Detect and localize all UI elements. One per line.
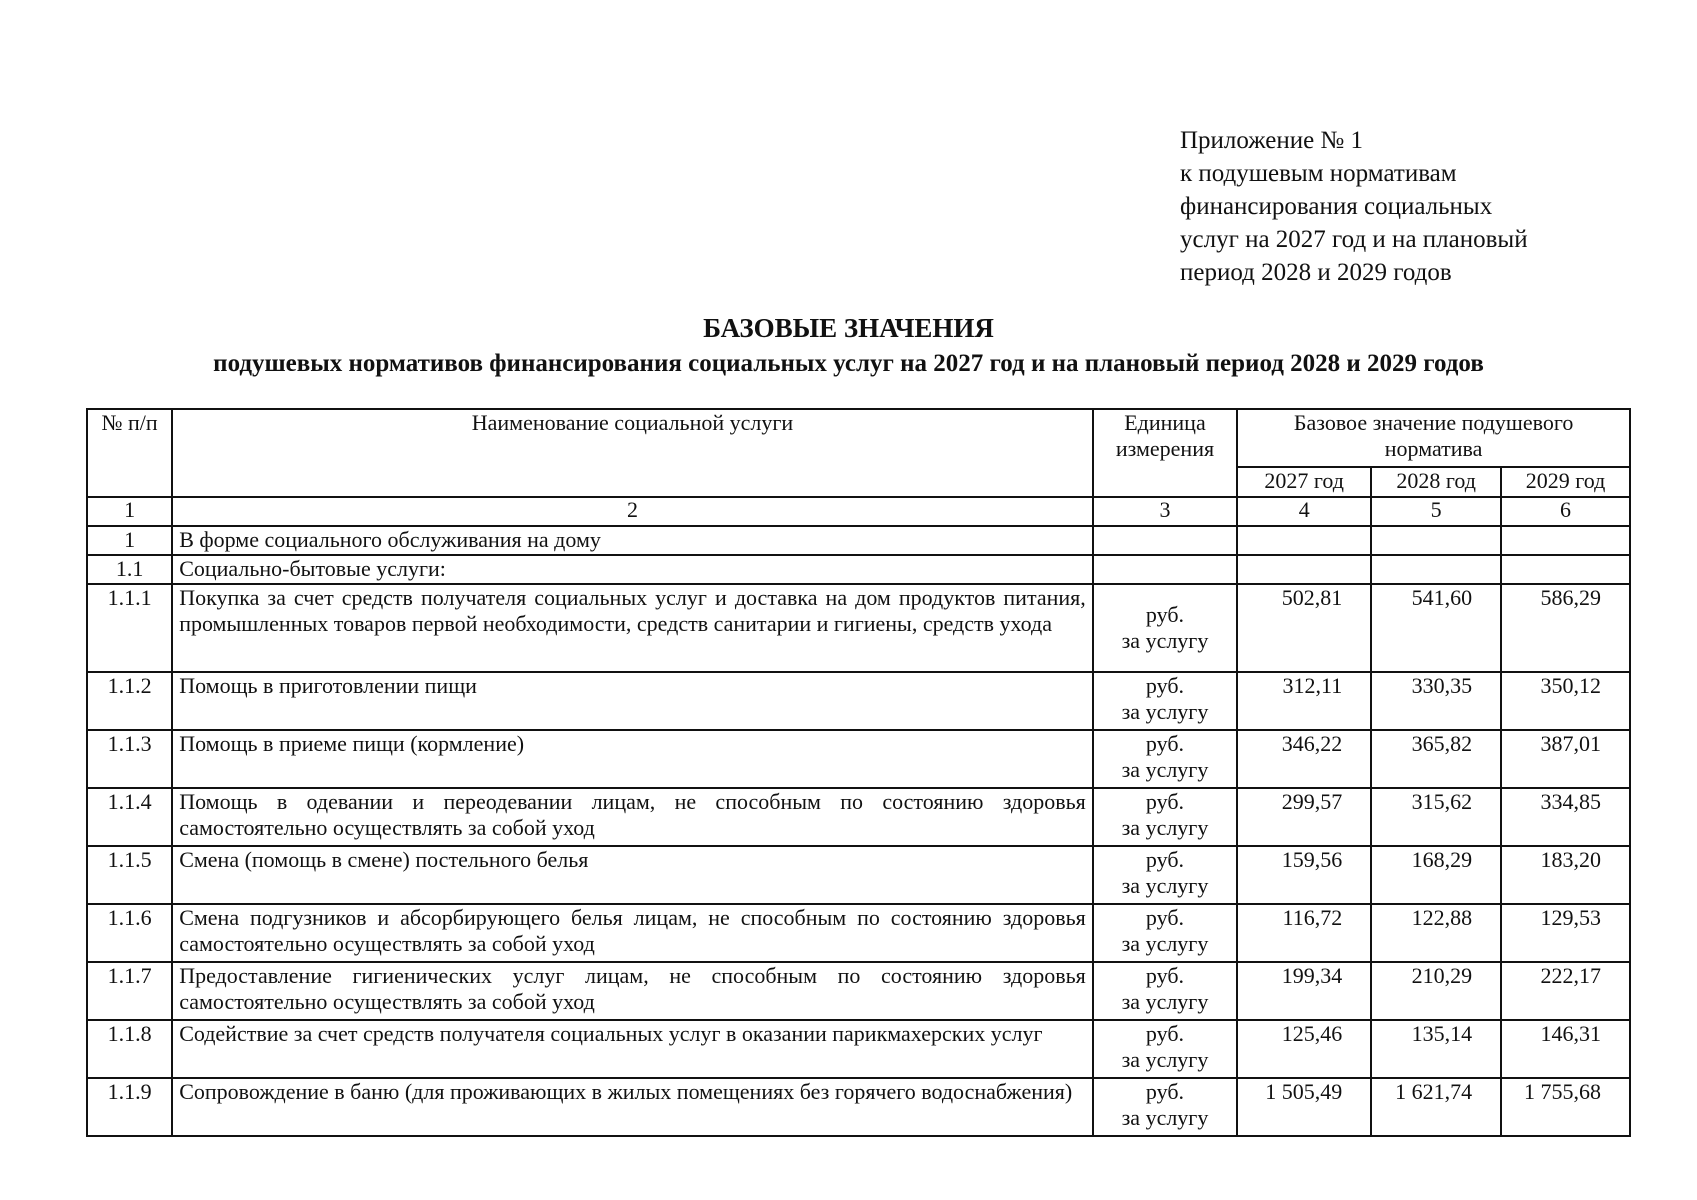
row-value-2027 — [1237, 555, 1371, 584]
table-row — [87, 584, 1630, 672]
column-index: 6 — [1501, 497, 1630, 526]
row-unit — [1093, 1078, 1237, 1136]
row-name: Содействие за счет средств получателя социальных услуг в оказании парикмахерских услуг — [172, 1020, 1093, 1078]
row-unit — [1093, 1020, 1237, 1078]
row-unit — [1093, 526, 1237, 555]
row-value-2029: 146,31 — [1501, 1020, 1630, 1078]
row-value-2028: 168,29 — [1371, 846, 1501, 904]
row-value-2029: 387,01 — [1501, 730, 1630, 788]
row-num: 1.1.8 — [87, 1020, 172, 1078]
unit-per-service: за услугу — [1121, 757, 1209, 782]
row-value-2028: 541,60 — [1371, 584, 1501, 672]
row-name: Помощь в приеме пищи (кормление) — [172, 730, 1093, 788]
row-value-2028 — [1371, 526, 1501, 555]
document-title: БАЗОВЫЕ ЗНАЧЕНИЯ — [703, 313, 994, 343]
row-value-2027: 299,57 — [1237, 788, 1371, 846]
section-row — [87, 555, 1630, 584]
section-row — [87, 526, 1630, 555]
row-value-2029: 183,20 — [1501, 846, 1630, 904]
header-unit: Единица измерения — [1093, 409, 1237, 497]
unit-per-service: за услугу — [1121, 628, 1209, 653]
document-subtitle: подушевых нормативов финансирования социальных услуг на 2027 год и на плановый период 2028 и 2029 годов — [213, 350, 1484, 377]
row-value-2028: 210,29 — [1371, 962, 1501, 1020]
row-name: Смена (помощь в смене) постельного белья — [172, 846, 1093, 904]
appendix-line: финансирования социальных — [1180, 193, 1493, 220]
row-value-2027: 159,56 — [1237, 846, 1371, 904]
row-value-2029: 334,85 — [1501, 788, 1630, 846]
row-unit — [1093, 846, 1237, 904]
table-row — [87, 672, 1630, 730]
unit-currency: руб. — [1145, 847, 1185, 872]
header-year-2029: 2029 год — [1501, 467, 1630, 497]
unit-per-service: за услугу — [1121, 815, 1209, 840]
row-value-2028: 122,88 — [1371, 904, 1501, 962]
appendix-line: период 2028 и 2029 годов — [1180, 259, 1452, 286]
appendix-block — [1180, 124, 1528, 289]
row-num: 1.1.4 — [87, 788, 172, 846]
table-row — [87, 1078, 1630, 1136]
unit-currency: руб. — [1145, 731, 1185, 756]
unit-per-service: за услугу — [1121, 1105, 1209, 1130]
unit-currency: руб. — [1145, 602, 1185, 627]
unit-currency: руб. — [1145, 905, 1185, 930]
row-value-2028: 135,14 — [1371, 1020, 1501, 1078]
table-row — [87, 730, 1630, 788]
table-row — [87, 1020, 1630, 1078]
unit-currency: руб. — [1145, 673, 1185, 698]
row-num: 1.1.3 — [87, 730, 172, 788]
unit-per-service: за услугу — [1121, 1047, 1209, 1072]
column-index: 1 — [87, 497, 172, 526]
column-index: 4 — [1237, 497, 1371, 526]
norms-table — [86, 408, 1631, 1137]
row-name: Социально-бытовые услуги: — [172, 555, 1093, 584]
row-value-2027: 1 505,49 — [1237, 1078, 1371, 1136]
row-value-2027: 199,34 — [1237, 962, 1371, 1020]
row-value-2027: 502,81 — [1237, 584, 1371, 672]
header-row — [87, 409, 1630, 467]
row-value-2028: 315,62 — [1371, 788, 1501, 846]
row-value-2029: 586,29 — [1501, 584, 1630, 672]
row-value-2028: 330,35 — [1371, 672, 1501, 730]
row-num: 1.1.9 — [87, 1078, 172, 1136]
column-index: 2 — [172, 497, 1093, 526]
column-index: 3 — [1093, 497, 1237, 526]
unit-per-service: за услугу — [1121, 873, 1209, 898]
table-row — [87, 788, 1630, 846]
row-num: 1.1.2 — [87, 672, 172, 730]
row-name: Покупка за счет средств получателя социальных услуг и доставка на дом продуктов питания, промышленных товаров первой необходимости, средств санитарии и гигиены, средств ухода — [172, 584, 1093, 672]
row-unit — [1093, 584, 1237, 672]
row-num: 1.1.5 — [87, 846, 172, 904]
unit-per-service: за услугу — [1121, 989, 1209, 1014]
table-row — [87, 846, 1630, 904]
row-value-2027: 346,22 — [1237, 730, 1371, 788]
row-value-2029 — [1501, 555, 1630, 584]
row-unit — [1093, 962, 1237, 1020]
row-unit — [1093, 904, 1237, 962]
row-name: В форме социального обслуживания на дому — [172, 526, 1093, 555]
row-value-2029: 222,17 — [1501, 962, 1630, 1020]
row-value-2028: 1 621,74 — [1371, 1078, 1501, 1136]
row-value-2029 — [1501, 526, 1630, 555]
appendix-line: услуг на 2027 год и на плановый — [1180, 226, 1528, 253]
row-value-2029: 350,12 — [1501, 672, 1630, 730]
row-unit — [1093, 672, 1237, 730]
row-value-2029: 1 755,68 — [1501, 1078, 1630, 1136]
table-body — [87, 409, 1630, 1136]
row-value-2028 — [1371, 555, 1501, 584]
row-value-2028: 365,82 — [1371, 730, 1501, 788]
header-year-2028: 2028 год — [1371, 467, 1501, 497]
row-value-2029: 129,53 — [1501, 904, 1630, 962]
unit-currency: руб. — [1145, 1021, 1185, 1046]
row-name: Помощь в приготовлении пищи — [172, 672, 1093, 730]
row-name: Сопровождение в баню (для проживающих в жилых помещениях без горячего водоснабжения) — [172, 1078, 1093, 1136]
unit-currency: руб. — [1145, 963, 1185, 988]
row-unit — [1093, 788, 1237, 846]
unit-currency: руб. — [1145, 789, 1185, 814]
row-value-2027: 312,11 — [1237, 672, 1371, 730]
unit-per-service: за услугу — [1121, 699, 1209, 724]
row-value-2027: 125,46 — [1237, 1020, 1371, 1078]
header-name: Наименование социальной услуги — [172, 409, 1093, 497]
table-row — [87, 904, 1630, 962]
row-unit — [1093, 730, 1237, 788]
row-name: Помощь в одевании и переодевании лицам, не способным по состоянию здоровья самостоятельно осуществлять за собой уход — [172, 788, 1093, 846]
row-num: 1.1.7 — [87, 962, 172, 1020]
row-name: Предоставление гигиенических услуг лицам, не способным по состоянию здоровья самостоятельно осуществлять за собой уход — [172, 962, 1093, 1020]
row-num: 1 — [87, 526, 172, 555]
column-index: 5 — [1371, 497, 1501, 526]
appendix-line: к подушевым нормативам — [1180, 160, 1457, 187]
row-num: 1.1.6 — [87, 904, 172, 962]
row-num: 1.1 — [87, 555, 172, 584]
row-unit — [1093, 555, 1237, 584]
header-base-value: Базовое значение подушевого норматива — [1237, 409, 1630, 467]
table-row — [87, 962, 1630, 1020]
row-value-2027 — [1237, 526, 1371, 555]
header-num: № п/п — [87, 409, 172, 497]
header-year-2027: 2027 год — [1237, 467, 1371, 497]
row-value-2027: 116,72 — [1237, 904, 1371, 962]
row-num: 1.1.1 — [87, 584, 172, 672]
unit-currency: руб. — [1145, 1079, 1185, 1104]
column-index-row — [87, 497, 1630, 526]
unit-per-service: за услугу — [1121, 931, 1209, 956]
row-name: Смена подгузников и абсорбирующего белья лицам, не способным по состоянию здоровья самостоятельно осуществлять за собой уход — [172, 904, 1093, 962]
appendix-line: Приложение № 1 — [1180, 127, 1364, 154]
